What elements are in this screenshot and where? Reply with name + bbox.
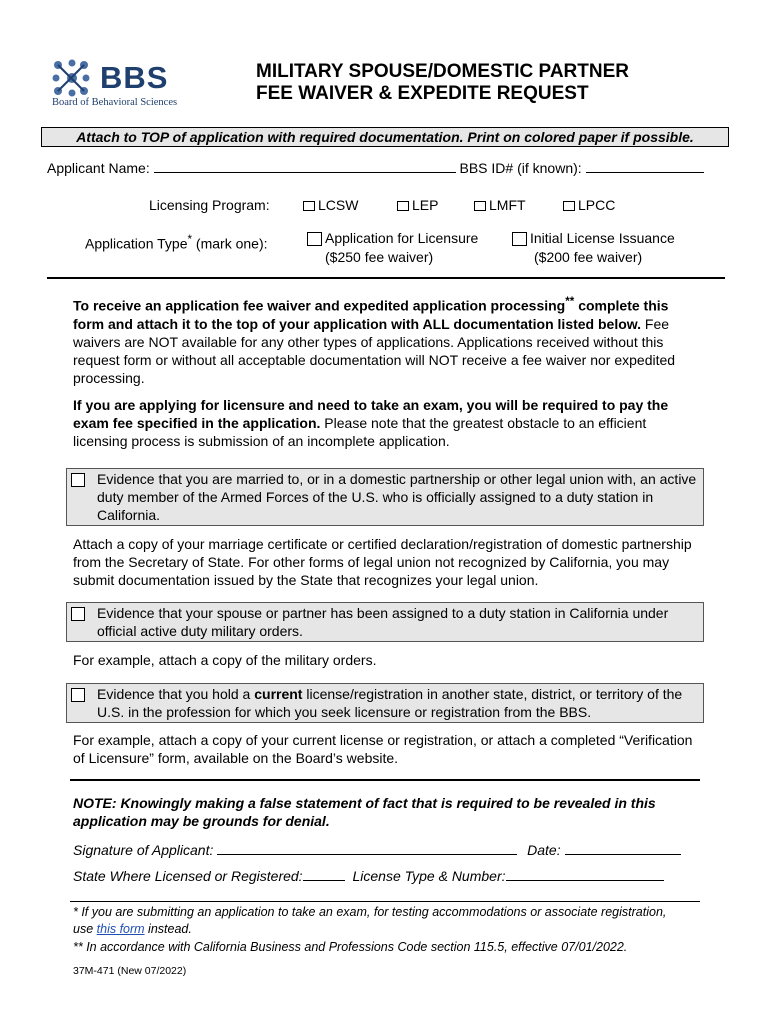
intro-p2-bold: If you are applying for licensure and need to take an exam, you will be required to pay the exam fee specified in the application. xyxy=(73,397,669,431)
evidence-1-note: Attach a copy of your marriage certificate or certified declaration/registration of domestic partnership from the Secretary of State. For other forms of legal union not recognized by California, you may submit documentation issued by the State that recognizes your legal union. xyxy=(73,536,692,588)
intro-paragraph-1 xyxy=(73,293,703,387)
intro-p1-bold2: complete this form and attach it to the top of your application with ALL documentation listed below. xyxy=(73,297,669,332)
bbs-logo-icon xyxy=(52,59,92,97)
signature-label: Signature of Applicant: xyxy=(73,842,214,858)
bbs-id-field[interactable] xyxy=(586,160,704,173)
evidence-3-bold: current xyxy=(254,686,303,702)
footnote-1 xyxy=(73,904,673,938)
initial-license-fee: ($200 fee waiver) xyxy=(534,249,643,265)
license-type-label: License Type & Number: xyxy=(352,868,506,884)
lpcc-option[interactable] xyxy=(563,197,615,213)
state-row xyxy=(73,868,664,884)
applicant-row xyxy=(47,160,704,176)
instruction-banner: Attach to TOP of application with required documentation. Print on colored paper if possible. xyxy=(41,127,729,147)
initial-license-checkbox[interactable] xyxy=(512,232,527,246)
lpcc-checkbox[interactable] xyxy=(563,201,575,211)
intro-p1-star: ** xyxy=(565,295,575,308)
evidence-box-1 xyxy=(66,468,704,526)
app-type-suffix: (mark one): xyxy=(192,235,268,252)
app-type-star: * xyxy=(187,233,193,246)
lep-label: LEP xyxy=(412,197,439,213)
date-field[interactable] xyxy=(565,842,681,855)
signature-row xyxy=(73,842,681,858)
initial-license-option[interactable] xyxy=(512,229,675,267)
lpcc-label: LPCC xyxy=(578,197,616,213)
this-form-link[interactable]: this form xyxy=(96,922,145,936)
app-for-licensure-label: Application for Licensure xyxy=(325,230,479,246)
divider xyxy=(47,277,725,279)
footnote-1-suffix: instead. xyxy=(144,922,192,936)
lmft-checkbox[interactable] xyxy=(474,201,486,211)
applicant-name-label: Applicant Name: xyxy=(47,160,150,176)
lcsw-checkbox[interactable] xyxy=(303,201,315,211)
footnote-2: ** In accordance with California Business and Professions Code section 115.5, effective 07/01/2022. xyxy=(73,940,628,954)
app-for-licensure-checkbox[interactable] xyxy=(307,232,322,246)
title-line-2: FEE WAIVER & EXPEDITE REQUEST xyxy=(256,83,589,104)
footnote-1-text: * If you are submitting an application to take an exam, for testing accommodations or associate registration, use xyxy=(73,905,667,936)
footnote-divider xyxy=(70,901,700,902)
evidence-3-checkbox[interactable] xyxy=(71,688,85,702)
app-for-licensure-fee: ($250 fee waiver) xyxy=(325,249,434,265)
state-field[interactable] xyxy=(303,868,345,881)
app-type-text: Application Type xyxy=(85,235,188,252)
evidence-2-note: For example, attach a copy of the military orders. xyxy=(73,652,377,668)
evidence-3-pre: Evidence that you hold a xyxy=(97,686,255,702)
title-line-1: MILITARY SPOUSE/DOMESTIC PARTNER xyxy=(256,61,629,82)
state-label: State Where Licensed or Registered: xyxy=(73,868,303,884)
evidence-2-text: Evidence that your spouse or partner has been assigned to a duty station in California under official active duty military orders. xyxy=(97,605,669,639)
bbs-id-label: BBS ID# (if known): xyxy=(459,160,582,176)
applicant-name-field[interactable] xyxy=(154,160,456,173)
logo-subtitle: Board of Behavioral Sciences xyxy=(52,97,178,108)
evidence-3-post: license/registration in another state, district, or territory of the U.S. in the profession for which you seek licensure or registration from the BBS. xyxy=(97,686,683,720)
license-type-field[interactable] xyxy=(506,868,664,881)
licensing-program-label: Licensing Program: xyxy=(149,197,270,213)
evidence-2-checkbox[interactable] xyxy=(71,607,85,621)
intro-p2-rest: Please note that the greatest obstacle to an efficient licensing process is submission of an incomplete application. xyxy=(73,415,647,449)
logo-text: BBS xyxy=(100,60,169,95)
signature-field[interactable] xyxy=(217,842,517,855)
lcsw-label: LCSW xyxy=(318,197,359,213)
lmft-label: LMFT xyxy=(489,197,526,213)
intro-p1-rest: Fee waivers are NOT available for any other types of applications. Applications received without this request form or without all acceptable documentation will NOT receive a fee waiver nor expedited processing. xyxy=(73,315,676,386)
application-type-label xyxy=(85,233,268,252)
evidence-box-3 xyxy=(66,683,704,723)
app-for-licensure-option[interactable] xyxy=(307,229,478,267)
form-title xyxy=(256,61,629,105)
form-id: 37M-471 (New 07/2022) xyxy=(73,965,187,977)
lmft-option[interactable] xyxy=(474,197,526,213)
divider-2 xyxy=(70,779,700,781)
initial-license-label: Initial License Issuance xyxy=(530,230,675,246)
evidence-3-note: For example, attach a copy of your current license or registration, or attach a completed “Verification of Licensure” form, available on the Board’s website. xyxy=(73,732,693,766)
evidence-1-checkbox[interactable] xyxy=(71,473,85,487)
intro-paragraph-2 xyxy=(73,396,703,450)
date-label: Date: xyxy=(527,842,561,858)
lep-checkbox[interactable] xyxy=(397,201,409,211)
evidence-box-2 xyxy=(66,602,704,642)
evidence-1-text: Evidence that you are married to, or in a domestic partnership or other legal union with, an active duty member of the Armed Forces of the U.S. who is officially assigned to a duty station in California. xyxy=(97,471,697,523)
false-statement-note: NOTE: Knowingly making a false statement of fact that is required to be revealed in this application may be grounds for denial. xyxy=(73,795,656,829)
lep-option[interactable] xyxy=(397,197,438,213)
lcsw-option[interactable] xyxy=(303,197,358,213)
intro-p1-bold: To receive an application fee waiver and expedited application processing xyxy=(73,297,566,314)
